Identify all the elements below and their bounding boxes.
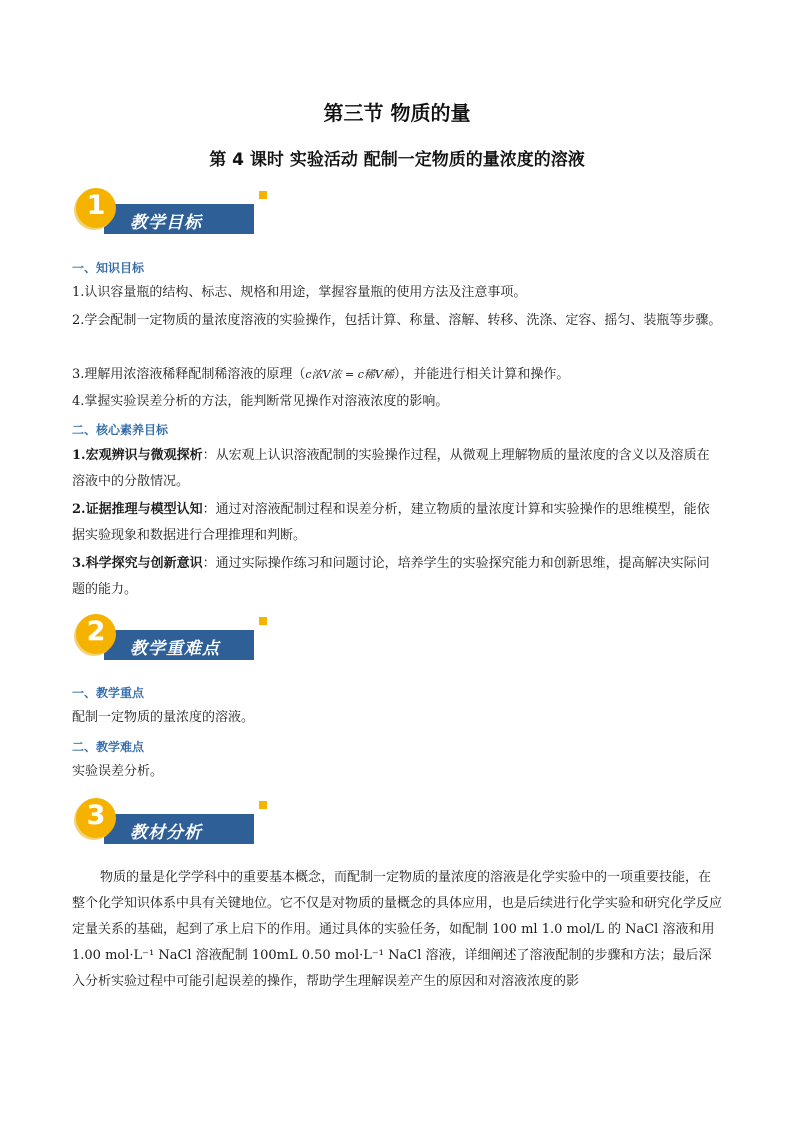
core-goal-2 bbox=[72, 497, 722, 549]
badge-dot bbox=[259, 191, 267, 199]
badge-number: 1 bbox=[86, 190, 106, 221]
knowledge-goal-4: 4.掌握实验误差分析的方法，能判断常见操作对溶液浓度的影响。 bbox=[72, 394, 449, 409]
badge-label: 教学重难点 bbox=[130, 639, 220, 659]
teaching-focus-text: 配制一定物质的量浓度的溶液。 bbox=[72, 710, 255, 725]
section-badge-analysis bbox=[76, 798, 276, 854]
core-goal-1 bbox=[72, 443, 722, 495]
knowledge-goal-3 bbox=[72, 362, 722, 388]
section-badge-key-points bbox=[76, 614, 276, 670]
heading-knowledge-goals: 一、知识目标 bbox=[72, 261, 145, 275]
core-goal-2-lead: 2.证据推理与模型认知 bbox=[72, 502, 203, 517]
heading-teaching-difficulty: 二、教学难点 bbox=[72, 740, 145, 754]
badge-label: 教学目标 bbox=[130, 213, 202, 233]
badge-bar bbox=[104, 630, 268, 662]
badge-dot bbox=[259, 617, 267, 625]
badge-number: 3 bbox=[86, 800, 106, 831]
badge-bar bbox=[104, 814, 268, 846]
k3-text-pre: 3.理解用浓溶液稀释配制稀溶液的原理（ bbox=[72, 367, 306, 382]
badge-dot bbox=[259, 801, 267, 809]
heading-teaching-focus: 一、教学重点 bbox=[72, 686, 145, 700]
core-goal-1-lead: 1.宏观辨识与微观探析 bbox=[72, 448, 203, 463]
core-goal-1-text: ：从宏观上认识溶液配制的实验操作过程，从微观上理解物质的量浓度的含义以及溶质在溶液中的分散情况。 bbox=[72, 448, 710, 489]
badge-number: 2 bbox=[86, 616, 106, 647]
dilution-formula: c浓V浓 = c稀V稀 bbox=[305, 368, 394, 381]
badge-bar bbox=[104, 204, 268, 236]
analysis-paragraph: 物质的量是化学学科中的重要基本概念，而配制一定物质的量浓度的溶液是化学实验中的一项重要技能，在整个化学知识体系中具有关键地位。它不仅是对物质的量概念的具体应用，也是后续进行化学实验和研究化学反应定量关系的基础，起到了承上启下的作用。通过具体的实验任务，如配制 100 ml 1.0 mol/L 的 NaCl 溶液和用 1.00 mol·L⁻¹ NaCl 溶液配制 100mL 0.50 mol·L⁻¹ NaCl 溶液，详细阐述了溶液配制的步骤和方法；最后深入分析实验过程中可能引起误差的操作，帮助学生理解误差产生的原因和对溶液浓度的影 bbox=[72, 870, 723, 989]
core-goal-2-text: ：通过对溶液配制过程和误差分析，建立物质的量浓度计算和实验操作的思维模型，能依据实验现象和数据进行合理推理和判断。 bbox=[72, 502, 710, 543]
knowledge-goal-2: 2.学会配制一定物质的量浓度溶液的实验操作，包括计算、称量、溶解、转移、洗涤、定容、摇匀、装瓶等步骤。 bbox=[72, 313, 722, 328]
k3-text-post: ），并能进行相关计算和操作。 bbox=[393, 367, 570, 382]
heading-core-literacy: 二、核心素养目标 bbox=[72, 423, 169, 437]
core-goal-3-lead: 3.科学探究与创新意识 bbox=[72, 556, 203, 571]
knowledge-goal-1: 1.认识容量瓶的结构、标志、规格和用途，掌握容量瓶的使用方法及注意事项。 bbox=[72, 285, 527, 300]
page-title: 第三节 物质的量 bbox=[323, 101, 471, 125]
core-goal-3 bbox=[72, 551, 722, 603]
core-goal-3-text: ：通过实际操作练习和问题讨论，培养学生的实验探究能力和创新思维，提高解决实际问题的能力。 bbox=[72, 556, 710, 597]
badge-label: 教材分析 bbox=[130, 823, 202, 843]
teaching-difficulty-text: 实验误差分析。 bbox=[72, 764, 164, 779]
page-subtitle: 第 4 课时 实验活动 配制一定物质的量浓度的溶液 bbox=[209, 150, 585, 170]
section-badge-objectives bbox=[76, 188, 276, 244]
